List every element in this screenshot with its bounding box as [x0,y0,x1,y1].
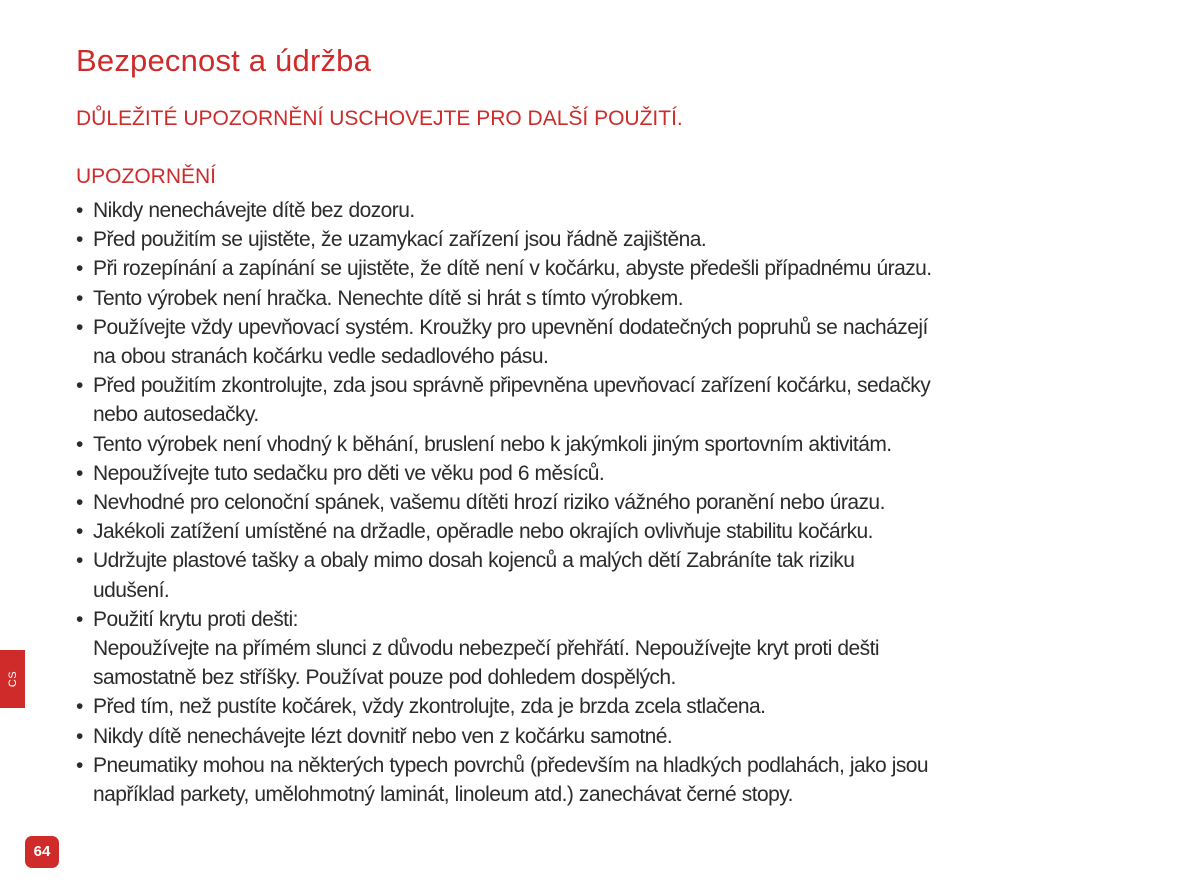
bullet-icon: • [76,724,83,748]
warning-item-text: Před použitím se ujistěte, že uzamykací zařízení jsou řádně zajištěna. [93,228,707,252]
warning-item [76,692,1136,721]
warning-item-text: Nepoužívejte na přímém slunci z důvodu nebezpečí přehřátí. Nepoužívejte kryt proti dešti [93,637,880,661]
warning-item [76,605,1136,693]
warning-item [76,517,1136,546]
warning-item [76,430,1136,459]
warning-item-text: na obou stranách kočárku vedle sedadlového pásu. [93,345,549,369]
bullet-icon: • [76,432,83,456]
bullet-icon: • [76,607,83,631]
warning-item-text: Při rozepínání a zapínání se ujistěte, že dítě není v kočárku, abyste předešli případnému úrazu. [93,257,932,281]
warning-item-text: Nikdy nenechávejte dítě bez dozoru. [93,199,415,222]
bullet-icon: • [76,695,83,719]
warning-item-text: Tento výrobek není vhodný k běhání, bruslení nebo k jakýmkoli jiným sportovním aktivitám. [93,432,892,456]
warning-item-text: Tento výrobek není hračka. Nenechte dítě si hrát s tímto výrobkem. [93,286,683,310]
language-tab [0,650,25,708]
bullet-icon: • [76,286,83,310]
warning-item-text: Udržujte plastové tašky a obaly mimo dosah kojenců a malých dětí Zabráníte tak riziku [93,549,855,573]
warning-item-text: nebo autosedačky. [93,403,259,427]
warning-item [76,196,1136,225]
warning-item [76,225,1136,254]
bullet-icon: • [76,491,83,515]
warning-item [76,751,1136,809]
bullet-icon: • [76,520,83,544]
warning-item-text: Používejte vždy upevňovací systém. Kroužky pro upevnění dodatečných popruhů se nacházejí [93,315,928,339]
warning-item-text: Před použitím zkontrolujte, zda jsou správně připevněna upevňovací zařízení kočárku, sedačky [93,374,931,398]
page-title: Bezpecnost a údržba [76,43,372,78]
bullet-icon: • [76,753,83,777]
bullet-icon: • [76,374,83,398]
page-number: 64 [25,836,59,868]
warnings-heading: UPOZORNĚNÍ [76,165,217,188]
warning-item-text: Nikdy dítě nenechávejte lézt dovnitř nebo ven z kočárku samotné. [93,724,673,748]
warnings-list [76,196,1136,809]
warning-item-text: Pneumatiky mohou na některých typech povrchů (především na hladkých podlahách, jako jsou [93,753,929,777]
warning-item [76,284,1136,313]
warning-item-text: Jakékoli zatížení umístěné na držadle, opěradle nebo okrajích ovlivňuje stabilitu kočárku. [93,520,873,544]
bullet-icon: • [76,199,83,222]
warning-item [76,254,1136,283]
warning-item-text: Nevhodné pro celonoční spánek, vašemu dítěti hrozí riziko vážného poranění nebo úrazu. [93,491,885,515]
warning-item [76,313,1136,371]
bullet-icon: • [76,461,83,485]
important-notice: DŮLEŽITÉ UPOZORNĚNÍ USCHOVEJTE PRO DALŠÍ POUŽITÍ. [76,107,683,130]
warning-item-text: Použití krytu proti dešti: [93,607,298,631]
warning-item-text: udušení. [93,578,170,602]
warning-item [76,459,1136,488]
bullet-icon: • [76,257,83,281]
warning-item [76,546,1136,604]
warning-item-text: samostatně bez stříšky. Používat pouze pod dohledem dospělých. [93,666,676,690]
language-code: CS [6,670,19,688]
warning-item-text: Před tím, než pustíte kočárek, vždy zkontrolujte, zda je brzda zcela stlačena. [93,695,766,719]
warning-item [76,371,1136,429]
warning-item [76,488,1136,517]
bullet-icon: • [76,549,83,573]
warning-item-text: například parkety, umělohmotný laminát, linoleum atd.) zanechávat černé stopy. [93,783,793,807]
bullet-icon: • [76,315,83,339]
bullet-icon: • [76,228,83,252]
warning-item-text: Nepoužívejte tuto sedačku pro děti ve věku pod 6 měsíců. [93,461,605,485]
warning-item [76,722,1136,751]
